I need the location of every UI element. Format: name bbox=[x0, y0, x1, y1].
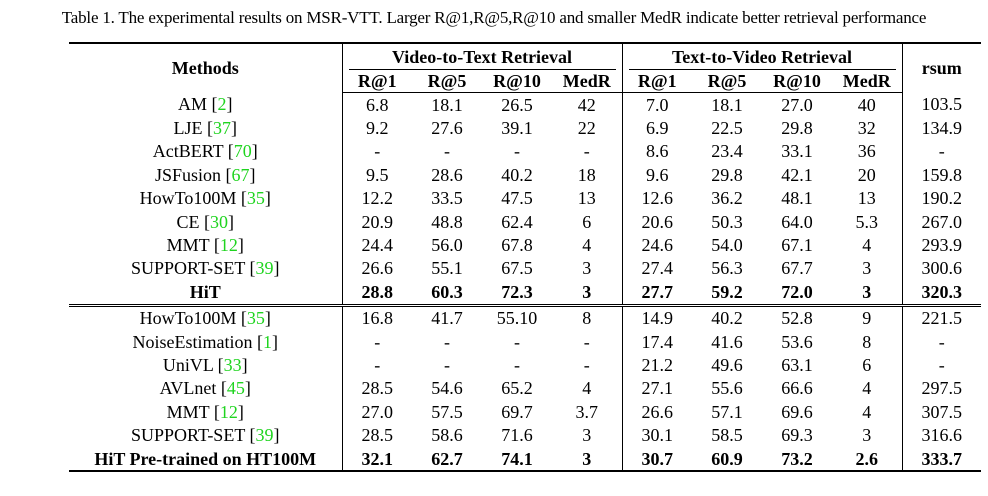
metric-cell: 50.3 bbox=[711, 211, 743, 232]
metric-cell: 57.1 bbox=[711, 401, 743, 422]
metric-cell: 72.0 bbox=[762, 280, 832, 305]
metric-cell: - bbox=[374, 141, 381, 162]
method-label: HowTo100M [ bbox=[139, 308, 247, 329]
metric-cell: 4 bbox=[832, 400, 902, 423]
method-label: ActBERT [ bbox=[152, 141, 234, 162]
rsum-cell: 190.2 bbox=[921, 188, 962, 209]
metric-cell: 18 bbox=[552, 163, 622, 186]
method-name bbox=[69, 377, 342, 400]
metric-cell: 32.1 bbox=[342, 447, 412, 471]
method-name bbox=[69, 163, 342, 186]
method-name bbox=[69, 423, 342, 446]
citation-link[interactable]: 35 bbox=[246, 308, 265, 329]
metric-cell: 41.7 bbox=[431, 308, 463, 329]
text-to-video-label: Text-to-Video Retrieval bbox=[671, 47, 853, 67]
method-name bbox=[69, 330, 342, 353]
metric-cell: - bbox=[374, 331, 381, 352]
table-row bbox=[69, 140, 981, 163]
method-name bbox=[69, 305, 342, 330]
metric-cell: 21.2 bbox=[641, 354, 673, 375]
table-row bbox=[69, 280, 981, 305]
citation-link[interactable]: 45 bbox=[226, 378, 245, 399]
table-row bbox=[69, 447, 981, 471]
metric-cell: 18.1 bbox=[711, 94, 743, 115]
metric-cell: 3.7 bbox=[552, 400, 622, 423]
metric-cell: 55.6 bbox=[711, 378, 743, 399]
metric-cell: 36 bbox=[832, 140, 902, 163]
metric-cell: 52.8 bbox=[781, 308, 813, 329]
metric-cell: 6.8 bbox=[366, 94, 389, 115]
metric-cell: 24.6 bbox=[641, 235, 673, 256]
metric-cell: 67.5 bbox=[501, 258, 533, 279]
metric-cell: 20.9 bbox=[361, 211, 393, 232]
metric-cell: 36.2 bbox=[711, 188, 743, 209]
metric-cell: 55.10 bbox=[496, 308, 538, 329]
metric-cell: 30.7 bbox=[622, 447, 692, 471]
video-to-text-header bbox=[342, 43, 622, 70]
rsum-cell: 307.5 bbox=[921, 401, 962, 422]
citation-bracket: ] bbox=[264, 188, 271, 209]
metric-cell: 54.6 bbox=[431, 378, 463, 399]
metric-cell: 57.5 bbox=[431, 401, 463, 422]
citation-link[interactable]: 1 bbox=[262, 331, 272, 352]
metric-cell: 9.2 bbox=[366, 118, 389, 139]
method-name bbox=[69, 116, 342, 139]
metric-cell: 71.6 bbox=[501, 425, 533, 446]
metric-cell: 40.2 bbox=[711, 308, 743, 329]
metric-cell: 73.2 bbox=[762, 447, 832, 471]
metric-cell: 64.0 bbox=[781, 211, 813, 232]
metric-cell: 33.1 bbox=[781, 141, 813, 162]
metric-cell: 54.0 bbox=[711, 235, 743, 256]
metric-cell: 60.3 bbox=[412, 280, 482, 305]
metric-cell: 67.8 bbox=[501, 235, 533, 256]
metric-cell: 48.8 bbox=[431, 211, 463, 232]
method-label: SUPPORT-SET [ bbox=[131, 425, 256, 446]
rsum-cell: 293.9 bbox=[921, 235, 962, 256]
metric-cell: 26.5 bbox=[501, 94, 533, 115]
metric-cell: 40 bbox=[832, 93, 902, 117]
metric-cell: 20 bbox=[832, 163, 902, 186]
metric-cell: 72.3 bbox=[482, 280, 552, 305]
rsum-cell: 297.5 bbox=[921, 378, 962, 399]
metric-cell: 12.6 bbox=[641, 188, 673, 209]
metric-cell: 56.0 bbox=[431, 235, 463, 256]
metric-cell: 74.1 bbox=[482, 447, 552, 471]
metric-cell: 17.4 bbox=[641, 331, 673, 352]
method-label: AM [ bbox=[178, 94, 218, 115]
metric-cell: 6 bbox=[552, 210, 622, 233]
metric-cell: 60.9 bbox=[692, 447, 762, 471]
metric-cell: - bbox=[514, 354, 520, 375]
rsum-cell: 103.5 bbox=[921, 94, 962, 115]
metric-cell: - bbox=[552, 330, 622, 353]
metric-cell: - bbox=[514, 331, 520, 352]
citation-bracket: ] bbox=[251, 141, 258, 162]
metric-cell: 27.6 bbox=[431, 118, 463, 139]
metric-cell: 27.7 bbox=[622, 280, 692, 305]
metric-header: R@10 bbox=[762, 70, 832, 93]
metric-cell: 48.1 bbox=[781, 188, 813, 209]
metric-cell: 47.5 bbox=[501, 188, 533, 209]
metric-cell: 9 bbox=[832, 305, 902, 330]
metric-cell: 65.2 bbox=[501, 378, 533, 399]
metric-cell: 27.0 bbox=[781, 94, 813, 115]
metric-cell: 67.1 bbox=[781, 235, 813, 256]
table-body bbox=[69, 93, 981, 472]
metric-cell: 5.3 bbox=[832, 210, 902, 233]
citation-bracket: ] bbox=[273, 258, 280, 279]
citation-bracket: ] bbox=[249, 164, 256, 185]
metric-cell: 3 bbox=[832, 423, 902, 446]
rsum-cell: 267.0 bbox=[921, 211, 962, 232]
metric-cell: 27.0 bbox=[361, 401, 393, 422]
metric-cell: 20.6 bbox=[641, 211, 673, 232]
metric-cell: 53.6 bbox=[781, 331, 813, 352]
method-name bbox=[69, 210, 342, 233]
citation-bracket: ] bbox=[273, 425, 280, 446]
citation-link[interactable]: 37 bbox=[213, 118, 231, 139]
citation-link[interactable]: 70 bbox=[233, 141, 252, 162]
method-label: LJE [ bbox=[173, 118, 213, 139]
method-name bbox=[69, 400, 342, 423]
metric-cell: 13 bbox=[552, 187, 622, 210]
metric-header: R@5 bbox=[412, 70, 482, 93]
metric-header: R@1 bbox=[342, 70, 412, 93]
metric-cell: 58.6 bbox=[431, 425, 463, 446]
table-row bbox=[69, 187, 981, 210]
metric-cell: 6.9 bbox=[646, 118, 669, 139]
metric-cell: 58.5 bbox=[711, 425, 743, 446]
citation-bracket: ] bbox=[231, 118, 237, 139]
results-table bbox=[69, 42, 981, 472]
metric-cell: 12.2 bbox=[361, 188, 393, 209]
metric-cell: 22 bbox=[552, 116, 622, 139]
metric-cell: 8 bbox=[552, 305, 622, 330]
metric-cell: 29.8 bbox=[711, 164, 743, 185]
metric-cell: 6 bbox=[832, 353, 902, 376]
metric-cell: 32 bbox=[832, 116, 902, 139]
metric-cell: 30.1 bbox=[641, 425, 673, 446]
table-row bbox=[69, 305, 981, 330]
metric-cell: 18.1 bbox=[431, 94, 463, 115]
metric-cell: 69.6 bbox=[781, 401, 813, 422]
metric-cell: 24.4 bbox=[361, 235, 393, 256]
citation-link[interactable]: 35 bbox=[246, 188, 265, 209]
metric-cell: - bbox=[514, 141, 520, 162]
metric-cell: 66.6 bbox=[781, 378, 813, 399]
metric-cell: 28.5 bbox=[361, 425, 393, 446]
table-row bbox=[69, 93, 981, 117]
metric-cell: 7.0 bbox=[646, 94, 669, 115]
citation-link[interactable]: 39 bbox=[255, 425, 274, 446]
citation-bracket: ] bbox=[241, 354, 248, 375]
table-row bbox=[69, 233, 981, 256]
metric-cell: 14.9 bbox=[641, 308, 673, 329]
rsum-cell: - bbox=[938, 331, 945, 352]
method-name bbox=[69, 187, 342, 210]
metric-cell: 9.6 bbox=[646, 164, 669, 185]
citation-bracket: ] bbox=[264, 308, 271, 329]
rsum-cell: 316.6 bbox=[921, 425, 962, 446]
metric-cell: 2.6 bbox=[832, 447, 902, 471]
method-label: AVLnet [ bbox=[159, 378, 227, 399]
rsum-cell: 333.7 bbox=[902, 447, 981, 471]
metric-cell: 69.7 bbox=[501, 401, 533, 422]
metric-cell: 22.5 bbox=[711, 118, 743, 139]
metric-cell: 3 bbox=[832, 280, 902, 305]
metric-cell: 41.6 bbox=[711, 331, 743, 352]
metric-cell: 4 bbox=[832, 233, 902, 256]
metric-cell: 26.6 bbox=[361, 258, 393, 279]
metric-cell: - bbox=[374, 354, 381, 375]
citation-link[interactable]: 12 bbox=[219, 235, 238, 256]
methods-header: Methods bbox=[69, 43, 342, 93]
metric-cell: 49.6 bbox=[711, 354, 743, 375]
citation-bracket: ] bbox=[244, 378, 251, 399]
method-name bbox=[69, 353, 342, 376]
table-caption: Table 1. The experimental results on MSR-VTT. Larger R@1,R@5,R@10 and smaller MedR indicate better retrieval performance bbox=[61, 8, 927, 27]
citation-link[interactable]: 33 bbox=[223, 354, 242, 375]
metric-header: R@5 bbox=[692, 70, 762, 93]
citation-bracket: ] bbox=[271, 331, 278, 352]
citation-link[interactable]: 30 bbox=[210, 211, 228, 232]
metric-cell: 33.5 bbox=[431, 188, 463, 209]
metric-cell: 9.5 bbox=[366, 164, 389, 185]
rsum-cell: 320.3 bbox=[902, 280, 981, 305]
method-label: HiT bbox=[189, 281, 221, 302]
metric-header: MedR bbox=[832, 70, 902, 93]
citation-bracket: ] bbox=[228, 211, 234, 232]
metric-cell: 16.8 bbox=[361, 308, 393, 329]
citation-link[interactable]: 2 bbox=[217, 94, 227, 115]
method-name bbox=[69, 280, 342, 305]
method-name bbox=[69, 233, 342, 256]
citation-bracket: ] bbox=[237, 235, 244, 256]
table-row bbox=[69, 330, 981, 353]
metric-cell: 3 bbox=[552, 280, 622, 305]
rsum-cell: 134.9 bbox=[921, 118, 962, 139]
metric-cell: 67.7 bbox=[781, 258, 813, 279]
rsum-cell: 300.6 bbox=[921, 258, 962, 279]
metric-cell: 26.6 bbox=[641, 401, 673, 422]
metric-cell: 55.1 bbox=[431, 258, 463, 279]
method-name bbox=[69, 140, 342, 163]
rsum-cell: - bbox=[938, 354, 945, 375]
metric-cell: - bbox=[444, 141, 450, 162]
table-row bbox=[69, 353, 981, 376]
method-name bbox=[69, 93, 342, 117]
metric-cell: 28.6 bbox=[431, 164, 463, 185]
video-to-text-label: Video-to-Text Retrieval bbox=[391, 47, 573, 67]
method-label: HiT Pre-trained on HT100M bbox=[94, 448, 317, 469]
metric-cell: - bbox=[444, 354, 450, 375]
metric-cell: 23.4 bbox=[711, 141, 743, 162]
method-name bbox=[69, 447, 342, 471]
rsum-cell: - bbox=[938, 141, 945, 162]
rsum-cell: 221.5 bbox=[921, 308, 962, 329]
metric-cell: 4 bbox=[552, 233, 622, 256]
metric-cell: 4 bbox=[552, 377, 622, 400]
method-label: MMT [ bbox=[166, 235, 220, 256]
citation-bracket: ] bbox=[237, 401, 244, 422]
metric-cell: 42.1 bbox=[781, 164, 813, 185]
table-row bbox=[69, 163, 981, 186]
table-row bbox=[69, 257, 981, 280]
metric-cell: 8 bbox=[832, 330, 902, 353]
metric-cell: 42 bbox=[552, 93, 622, 117]
table-row bbox=[69, 377, 981, 400]
metric-cell: - bbox=[444, 331, 450, 352]
metric-cell: 3 bbox=[552, 423, 622, 446]
metric-cell: - bbox=[552, 140, 622, 163]
metric-cell: 27.4 bbox=[641, 258, 673, 279]
metric-cell: 56.3 bbox=[711, 258, 743, 279]
metric-cell: - bbox=[552, 353, 622, 376]
metric-cell: 3 bbox=[552, 257, 622, 280]
table-row bbox=[69, 116, 981, 139]
rsum-cell: 159.8 bbox=[921, 164, 962, 185]
table-row bbox=[69, 210, 981, 233]
method-name bbox=[69, 257, 342, 280]
metric-cell: 4 bbox=[832, 377, 902, 400]
metric-cell: 62.7 bbox=[412, 447, 482, 471]
metric-cell: 63.1 bbox=[781, 354, 813, 375]
metric-cell: 28.8 bbox=[342, 280, 412, 305]
table-row bbox=[69, 423, 981, 446]
method-label: UniVL [ bbox=[162, 354, 224, 375]
citation-link[interactable]: 67 bbox=[231, 164, 250, 185]
metric-cell: 62.4 bbox=[501, 211, 533, 232]
metric-cell: 3 bbox=[552, 447, 622, 471]
method-label: NoiseEstimation [ bbox=[132, 331, 263, 352]
metric-cell: 3 bbox=[832, 257, 902, 280]
metric-cell: 69.3 bbox=[781, 425, 813, 446]
metric-cell: 13 bbox=[832, 187, 902, 210]
metric-cell: 28.5 bbox=[361, 378, 393, 399]
citation-bracket: ] bbox=[226, 94, 233, 115]
metric-cell: 29.8 bbox=[781, 118, 813, 139]
citation-link[interactable]: 12 bbox=[219, 401, 238, 422]
citation-link[interactable]: 39 bbox=[255, 258, 274, 279]
table-row bbox=[69, 400, 981, 423]
method-label: HowTo100M [ bbox=[139, 188, 247, 209]
rsum-header: rsum bbox=[902, 43, 981, 93]
metric-header: R@1 bbox=[622, 70, 692, 93]
metric-cell: 27.1 bbox=[641, 378, 673, 399]
metric-header: R@10 bbox=[482, 70, 552, 93]
metric-cell: 39.1 bbox=[501, 118, 533, 139]
metric-header: MedR bbox=[552, 70, 622, 93]
text-to-video-header bbox=[622, 43, 902, 70]
method-label: SUPPORT-SET [ bbox=[131, 258, 256, 279]
metric-cell: 59.2 bbox=[692, 280, 762, 305]
metric-cell: 40.2 bbox=[501, 164, 533, 185]
method-label: CE [ bbox=[176, 211, 210, 232]
method-label: JSFusion [ bbox=[154, 164, 232, 185]
metric-cell: 8.6 bbox=[646, 141, 669, 162]
method-label: MMT [ bbox=[166, 401, 220, 422]
